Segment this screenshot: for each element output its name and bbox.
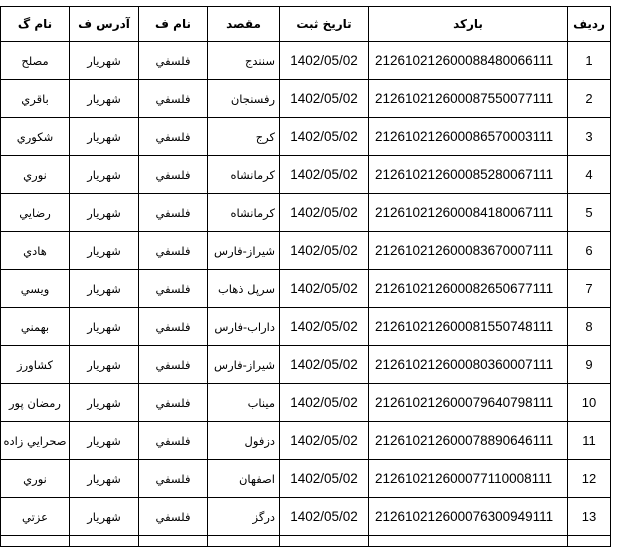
name-cell: فلسفي <box>139 422 208 460</box>
barcode-cell: 212610212600080360007111 <box>369 346 568 384</box>
name-cell: فلسفي <box>139 460 208 498</box>
destination-cell: كرمانشاه <box>208 156 280 194</box>
partial-cell <box>70 536 139 547</box>
address-cell: شهريار <box>70 194 139 232</box>
barcode-cell: 212610212600086570003111 <box>369 118 568 156</box>
date-cell: 1402/05/02 <box>280 80 369 118</box>
destination-cell: شيراز-فارس <box>208 346 280 384</box>
date-cell: 1402/05/02 <box>280 498 369 536</box>
partial-cell <box>139 536 208 547</box>
row-number-cell: 8 <box>568 308 611 346</box>
row-number-cell: 10 <box>568 384 611 422</box>
barcode-cell: 212610212600084180067111 <box>369 194 568 232</box>
last-name-cell: مصلح <box>1 42 70 80</box>
row-number-cell: 7 <box>568 270 611 308</box>
name-cell: فلسفي <box>139 346 208 384</box>
destination-cell: اصفهان <box>208 460 280 498</box>
row-number-cell: 11 <box>568 422 611 460</box>
last-name-cell: رضايي <box>1 194 70 232</box>
barcode-cell: 212610212600085280067111 <box>369 156 568 194</box>
table-row <box>1 42 611 80</box>
table-row <box>1 80 611 118</box>
partial-cell <box>280 536 369 547</box>
name-cell: فلسفي <box>139 308 208 346</box>
table-row <box>1 308 611 346</box>
destination-cell: رفسنجان <box>208 80 280 118</box>
header-row-number: ردیف <box>568 7 611 42</box>
partial-cell <box>1 536 70 547</box>
address-cell: شهريار <box>70 384 139 422</box>
row-number-cell: 12 <box>568 460 611 498</box>
name-cell: فلسفي <box>139 194 208 232</box>
destination-cell: داراب-فارس <box>208 308 280 346</box>
date-cell: 1402/05/02 <box>280 232 369 270</box>
row-number-cell: 13 <box>568 498 611 536</box>
row-number-cell: 9 <box>568 346 611 384</box>
address-cell: شهريار <box>70 422 139 460</box>
destination-cell: دزفول <box>208 422 280 460</box>
name-cell: فلسفي <box>139 384 208 422</box>
last-name-cell: شكوري <box>1 118 70 156</box>
address-cell: شهريار <box>70 460 139 498</box>
date-cell: 1402/05/02 <box>280 156 369 194</box>
date-cell: 1402/05/02 <box>280 346 369 384</box>
destination-cell: كرمانشاه <box>208 194 280 232</box>
barcode-cell: 212610212600079640798111 <box>369 384 568 422</box>
barcode-cell: 212610212600088480066111 <box>369 42 568 80</box>
barcode-cell: 212610212600081550748111 <box>369 308 568 346</box>
shipment-table <box>0 6 611 547</box>
table-row <box>1 232 611 270</box>
table-row <box>1 384 611 422</box>
address-cell: شهريار <box>70 42 139 80</box>
address-cell: شهريار <box>70 118 139 156</box>
last-name-cell: عزتي <box>1 498 70 536</box>
date-cell: 1402/05/02 <box>280 384 369 422</box>
last-name-cell: هادي <box>1 232 70 270</box>
destination-cell: سنندج <box>208 42 280 80</box>
header-date: تاریخ ثبت <box>280 7 369 42</box>
barcode-cell: 212610212600083670007111 <box>369 232 568 270</box>
header-barcode: بارکد <box>369 7 568 42</box>
last-name-cell: صحرايي زاده <box>1 422 70 460</box>
name-cell: فلسفي <box>139 498 208 536</box>
partial-cell <box>208 536 280 547</box>
address-cell: شهريار <box>70 80 139 118</box>
last-name-cell: نوري <box>1 156 70 194</box>
table-body <box>1 42 611 547</box>
address-cell: شهريار <box>70 232 139 270</box>
row-number-cell: 1 <box>568 42 611 80</box>
table-row <box>1 118 611 156</box>
date-cell: 1402/05/02 <box>280 194 369 232</box>
name-cell: فلسفي <box>139 232 208 270</box>
name-cell: فلسفي <box>139 42 208 80</box>
header-destination: مقصد <box>208 7 280 42</box>
header-name: نام ف <box>139 7 208 42</box>
address-cell: شهريار <box>70 308 139 346</box>
barcode-cell: 212610212600077110008111 <box>369 460 568 498</box>
barcode-cell: 212610212600087550077111 <box>369 80 568 118</box>
row-number-cell: 6 <box>568 232 611 270</box>
destination-cell: كرج <box>208 118 280 156</box>
partial-cell <box>568 536 611 547</box>
table-row <box>1 460 611 498</box>
name-cell: فلسفي <box>139 156 208 194</box>
destination-cell: ميناب <box>208 384 280 422</box>
row-number-cell: 4 <box>568 156 611 194</box>
date-cell: 1402/05/02 <box>280 308 369 346</box>
table-row <box>1 422 611 460</box>
address-cell: شهريار <box>70 346 139 384</box>
table-row <box>1 270 611 308</box>
row-number-cell: 2 <box>568 80 611 118</box>
date-cell: 1402/05/02 <box>280 118 369 156</box>
address-cell: شهريار <box>70 498 139 536</box>
last-name-cell: بهمني <box>1 308 70 346</box>
date-cell: 1402/05/02 <box>280 270 369 308</box>
row-number-cell: 5 <box>568 194 611 232</box>
table-row <box>1 346 611 384</box>
row-number-cell: 3 <box>568 118 611 156</box>
header-row <box>1 7 611 42</box>
table-row <box>1 156 611 194</box>
destination-cell: درگز <box>208 498 280 536</box>
last-name-cell: باقري <box>1 80 70 118</box>
date-cell: 1402/05/02 <box>280 460 369 498</box>
barcode-cell: 212610212600082650677111 <box>369 270 568 308</box>
last-name-cell: نوري <box>1 460 70 498</box>
header-last-name: نام گ <box>1 7 70 42</box>
last-name-cell: كشاورز <box>1 346 70 384</box>
last-name-cell: رمضان پور <box>1 384 70 422</box>
partial-cell <box>369 536 568 547</box>
name-cell: فلسفي <box>139 80 208 118</box>
destination-cell: سرپل ذهاب <box>208 270 280 308</box>
date-cell: 1402/05/02 <box>280 422 369 460</box>
address-cell: شهريار <box>70 156 139 194</box>
table-row <box>1 194 611 232</box>
name-cell: فلسفي <box>139 118 208 156</box>
table-row-partial <box>1 536 611 547</box>
table-row <box>1 498 611 536</box>
last-name-cell: ويسي <box>1 270 70 308</box>
barcode-cell: 212610212600078890646111 <box>369 422 568 460</box>
date-cell: 1402/05/02 <box>280 42 369 80</box>
name-cell: فلسفي <box>139 270 208 308</box>
address-cell: شهريار <box>70 270 139 308</box>
destination-cell: شيراز-فارس <box>208 232 280 270</box>
header-address: آدرس ف <box>70 7 139 42</box>
barcode-cell: 212610212600076300949111 <box>369 498 568 536</box>
